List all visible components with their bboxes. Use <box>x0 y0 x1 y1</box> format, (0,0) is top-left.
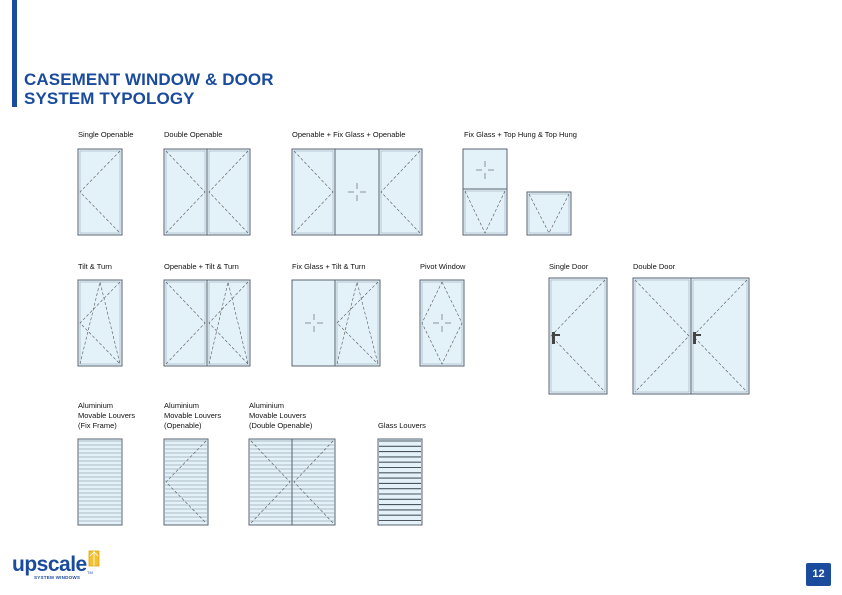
label-line: Aluminium <box>249 401 285 410</box>
label-louvers-double <box>249 401 312 431</box>
label-tilt-turn: Tilt & Turn <box>78 262 112 271</box>
page-title <box>24 70 274 108</box>
louvers-openable-drawing <box>163 438 209 526</box>
title-line-2: SYSTEM TYPOLOGY <box>24 89 195 108</box>
openable-fix-openable-drawing <box>291 148 423 236</box>
label-openable-tilt-turn: Openable + Tilt & Turn <box>164 262 239 271</box>
logo-window-icon <box>87 548 101 568</box>
double-openable-drawing <box>163 148 251 236</box>
label-fix-tilt-turn: Fix Glass + Tilt & Turn <box>292 262 366 271</box>
logo-tagline: SYSTEM WINDOWS <box>34 575 81 580</box>
title-line-1: CASEMENT WINDOW & DOOR <box>24 70 274 89</box>
label-line: Movable Louvers <box>164 411 222 420</box>
label-glass-louvers: Glass Louvers <box>378 421 426 430</box>
tilt-turn-drawing <box>77 279 123 367</box>
pivot-window-drawing <box>419 279 465 367</box>
logo-wordmark: upscale <box>12 553 87 576</box>
label-single-door: Single Door <box>549 262 589 271</box>
single-openable-drawing <box>77 148 123 236</box>
accent-bar <box>12 0 17 107</box>
fix-glass-tilt-turn-drawing <box>291 279 381 367</box>
label-fix-top-hung: Fix Glass + Top Hung & Top Hung <box>464 130 577 139</box>
fix-glass-top-hung-drawing <box>462 148 508 236</box>
louvers-double-openable-drawing <box>248 438 336 526</box>
label-openable-fix-openable: Openable + Fix Glass + Openable <box>292 130 406 139</box>
single-door-drawing <box>548 277 608 395</box>
glass-louvers-drawing <box>377 438 423 526</box>
label-single-openable: Single Openable <box>78 130 134 139</box>
page-number: 12 <box>806 563 831 586</box>
label-louvers-fix <box>78 401 135 431</box>
upscale-logo <box>12 553 102 585</box>
label-pivot-window: Pivot Window <box>420 262 466 271</box>
label-line: (Double Openable) <box>249 421 313 430</box>
label-louvers-openable <box>164 401 221 431</box>
top-hung-drawing <box>526 191 572 236</box>
label-double-door: Double Door <box>633 262 676 271</box>
openable-tilt-turn-drawing <box>163 279 251 367</box>
label-double-openable: Double Openable <box>164 130 223 139</box>
label-line: Aluminium <box>164 401 200 410</box>
double-door-drawing <box>632 277 750 395</box>
label-line: Aluminium <box>78 401 114 410</box>
label-line: (Fix Frame) <box>78 421 117 430</box>
louvers-fix-frame-drawing <box>77 438 123 526</box>
label-line: Movable Louvers <box>78 411 136 420</box>
label-line: Movable Louvers <box>249 411 307 420</box>
logo-trademark: TM <box>87 570 93 575</box>
label-line: (Openable) <box>164 421 202 430</box>
